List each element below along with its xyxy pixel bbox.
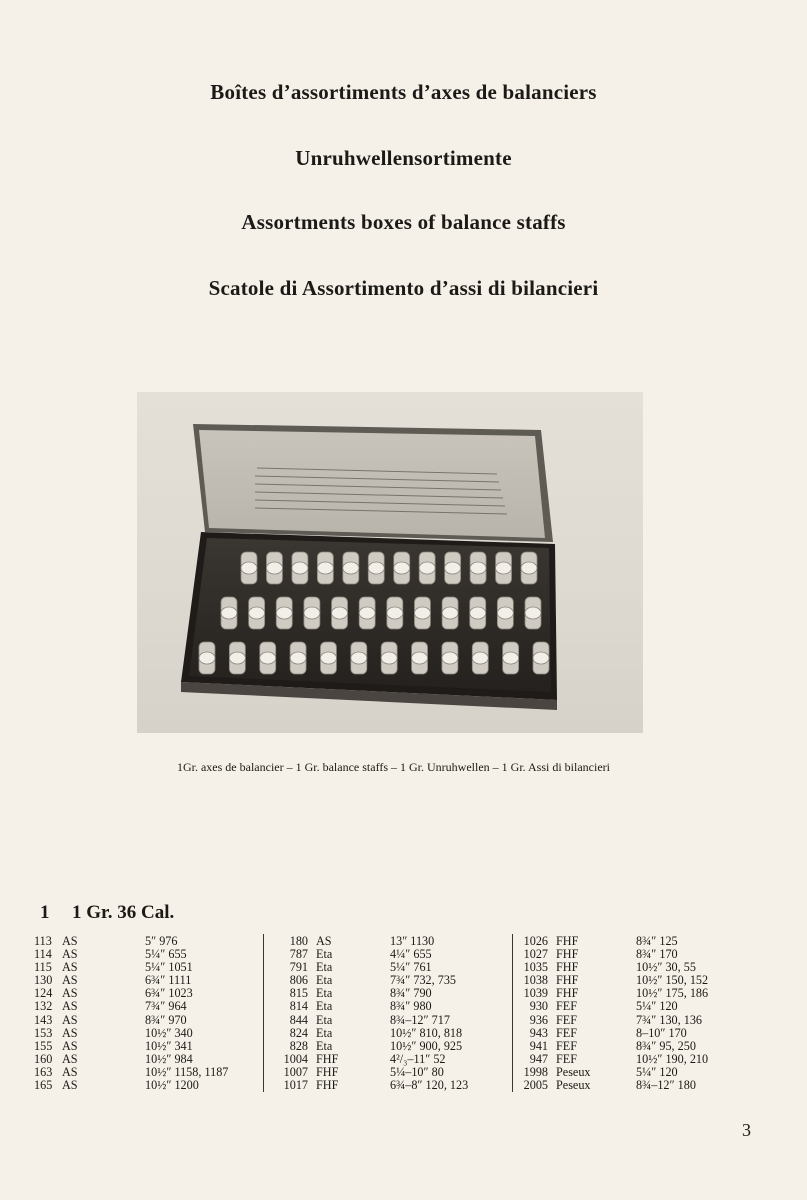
brand: FEF bbox=[556, 999, 578, 1014]
size-and-calibre: 7¾″ 964 bbox=[145, 999, 187, 1014]
table-row bbox=[518, 1027, 748, 1040]
brand: Eta bbox=[316, 960, 333, 975]
brand: AS bbox=[62, 1078, 78, 1093]
vial-label-shape bbox=[332, 607, 348, 619]
table-row bbox=[278, 1000, 508, 1013]
calibre-number: 824 bbox=[289, 1025, 308, 1040]
calibre-number: 143 bbox=[34, 1012, 53, 1027]
size-and-calibre: 5¼″ 655 bbox=[145, 947, 187, 962]
calibre-number: 1026 bbox=[523, 934, 548, 948]
calibre-number: 114 bbox=[34, 947, 52, 962]
vial-label-shape bbox=[472, 652, 488, 664]
size-and-calibre: 10½″ 340 bbox=[145, 1025, 193, 1040]
size-and-calibre: 8¾–12″ 717 bbox=[390, 1012, 450, 1027]
vial-label-shape bbox=[320, 652, 336, 664]
table-row bbox=[278, 1053, 508, 1066]
calibre-number: 153 bbox=[34, 1025, 53, 1040]
table-row bbox=[278, 1027, 508, 1040]
table-row bbox=[34, 1053, 259, 1066]
size-and-calibre: 4²/₃–11″ 52 bbox=[390, 1051, 446, 1066]
brand: Eta bbox=[316, 1012, 333, 1027]
vial-label-shape bbox=[260, 652, 276, 664]
vial-label-shape bbox=[497, 607, 513, 619]
vial-label-shape bbox=[419, 562, 435, 574]
brand: FHF bbox=[556, 947, 579, 962]
vial-label-shape bbox=[351, 652, 367, 664]
brand: AS bbox=[62, 999, 78, 1014]
size-and-calibre: 10½″ 900, 925 bbox=[390, 1038, 463, 1053]
title-italian: Scatole di Assortimento d’assi di bilancieri bbox=[208, 276, 599, 300]
calibre-number: 941 bbox=[529, 1038, 548, 1053]
brand: FHF bbox=[556, 960, 579, 975]
vial-label-shape bbox=[496, 562, 512, 574]
brand: Eta bbox=[316, 1038, 333, 1053]
calibre-number: 165 bbox=[34, 1078, 53, 1093]
size-and-calibre: 10½″ 30, 55 bbox=[636, 960, 696, 975]
size-and-calibre: 5¼″ 120 bbox=[636, 1064, 678, 1079]
vial-label-shape bbox=[241, 562, 257, 574]
size-and-calibre: 10½″ 150, 152 bbox=[636, 973, 709, 988]
table-row bbox=[278, 1079, 508, 1092]
page-number: 3 bbox=[742, 1120, 751, 1140]
calibre-number: 814 bbox=[289, 999, 308, 1014]
size-and-calibre: 4¼″ 655 bbox=[390, 947, 432, 962]
title-french: Boîtes d’assortiments d’axes de balanciers bbox=[210, 80, 597, 104]
size-and-calibre: 8¾″ 790 bbox=[390, 986, 432, 1001]
calibre-number: 130 bbox=[34, 973, 53, 988]
brand: AS bbox=[62, 973, 78, 988]
size-and-calibre: 5¼″ 120 bbox=[636, 999, 678, 1014]
size-and-calibre: 5¼″ 761 bbox=[390, 960, 432, 975]
calibre-number: 806 bbox=[289, 973, 308, 988]
calibre-number: 787 bbox=[289, 947, 308, 962]
calibre-number: 815 bbox=[289, 986, 308, 1001]
brand: AS bbox=[62, 934, 78, 948]
vial-label-shape bbox=[199, 652, 215, 664]
table-row bbox=[34, 1079, 259, 1092]
brand: FHF bbox=[556, 986, 579, 1001]
calibre-number: 1998 bbox=[523, 1064, 548, 1079]
brand: FHF bbox=[316, 1064, 339, 1079]
table-row bbox=[518, 1079, 748, 1092]
size-and-calibre: 8–10″ 170 bbox=[636, 1025, 687, 1040]
brand: Peseux bbox=[556, 1064, 591, 1079]
vial-label-shape bbox=[249, 607, 265, 619]
size-and-calibre: 13″ 1130 bbox=[390, 934, 435, 948]
size-and-calibre: 6¾–8″ 120, 123 bbox=[390, 1078, 469, 1093]
vial-label-shape bbox=[394, 562, 410, 574]
title-english: Assortments boxes of balance staffs bbox=[241, 210, 566, 234]
assortment-box-photo bbox=[137, 392, 643, 733]
table-row bbox=[34, 1000, 259, 1013]
brand: FHF bbox=[316, 1051, 339, 1066]
calibre-number: 828 bbox=[289, 1038, 308, 1053]
brand: Eta bbox=[316, 986, 333, 1001]
brand: AS bbox=[62, 1025, 78, 1040]
calibre-number: 132 bbox=[34, 999, 53, 1014]
brand: FHF bbox=[316, 1078, 339, 1093]
brand: FEF bbox=[556, 1051, 578, 1066]
table-row bbox=[518, 935, 748, 948]
brand: Eta bbox=[316, 1025, 333, 1040]
size-and-calibre: 8¾″ 170 bbox=[636, 947, 678, 962]
brand: AS bbox=[62, 1051, 78, 1066]
vial-label-shape bbox=[368, 562, 384, 574]
photo-caption: 1Gr. axes de balancier – 1 Gr. balance staffs – 1 Gr. Unruhwellen – 1 Gr. Assi di bilancieri bbox=[176, 760, 610, 774]
vial-label-shape bbox=[521, 562, 537, 574]
brand: FEF bbox=[556, 1038, 578, 1053]
size-and-calibre: 7¾″ 130, 136 bbox=[636, 1012, 703, 1027]
calibre-number: 1017 bbox=[283, 1078, 308, 1093]
table-column-3 bbox=[518, 935, 748, 1092]
size-and-calibre: 10½″ 175, 186 bbox=[636, 986, 709, 1001]
size-and-calibre: 8¾″ 970 bbox=[145, 1012, 187, 1027]
calibre-number: 1007 bbox=[283, 1064, 308, 1079]
title-german: Unruhwellensortimente bbox=[295, 146, 512, 170]
vial-label-shape bbox=[343, 562, 359, 574]
table-row bbox=[518, 961, 748, 974]
table-row bbox=[518, 1066, 748, 1079]
vial-label-shape bbox=[525, 607, 541, 619]
table-row bbox=[34, 1040, 259, 1053]
calibre-number: 2005 bbox=[523, 1078, 548, 1093]
brand: AS bbox=[62, 1064, 78, 1079]
calibre-number: 1039 bbox=[523, 986, 548, 1001]
calibre-number: 1035 bbox=[523, 960, 548, 975]
size-and-calibre: 10½″ 190, 210 bbox=[636, 1051, 709, 1066]
table-row bbox=[278, 1014, 508, 1027]
size-and-calibre: 6¾″ 1023 bbox=[145, 986, 193, 1001]
table-row bbox=[518, 948, 748, 961]
calibre-number: 113 bbox=[34, 934, 52, 948]
brand: AS bbox=[62, 1012, 78, 1027]
vial-label-shape bbox=[276, 607, 292, 619]
size-and-calibre: 10½″ 1158, 1187 bbox=[145, 1064, 229, 1079]
vial-label-shape bbox=[229, 652, 245, 664]
calibre-number: 936 bbox=[529, 1012, 548, 1027]
size-and-calibre: 8¾″ 980 bbox=[390, 999, 432, 1014]
vial-label-shape bbox=[381, 652, 397, 664]
calibre-number: 947 bbox=[529, 1051, 548, 1066]
size-and-calibre: 5¼″ 1051 bbox=[145, 960, 193, 975]
calibre-number: 1027 bbox=[523, 947, 548, 962]
brand: AS bbox=[62, 986, 78, 1001]
table-row bbox=[518, 1000, 748, 1013]
table-row bbox=[278, 1040, 508, 1053]
table-row bbox=[518, 974, 748, 987]
table-column-1 bbox=[34, 935, 259, 1092]
size-and-calibre: 8¾″ 95, 250 bbox=[636, 1038, 696, 1053]
size-and-calibre: 8¾–12″ 180 bbox=[636, 1078, 696, 1093]
calibre-number: 844 bbox=[289, 1012, 308, 1027]
vial-label-shape bbox=[359, 607, 375, 619]
vial-label-shape bbox=[503, 652, 519, 664]
brand: AS bbox=[62, 947, 78, 962]
brand: Eta bbox=[316, 947, 333, 962]
vial-label-shape bbox=[317, 562, 333, 574]
section-heading bbox=[40, 902, 174, 924]
calibre-number: 163 bbox=[34, 1064, 53, 1079]
table-row bbox=[518, 1053, 748, 1066]
column-divider bbox=[263, 934, 264, 1092]
calibre-number: 155 bbox=[34, 1038, 53, 1053]
brand: FEF bbox=[556, 1025, 578, 1040]
table-row bbox=[518, 1014, 748, 1027]
column-divider bbox=[512, 934, 513, 1092]
size-and-calibre: 6¾″ 1111 bbox=[145, 973, 192, 988]
table-row bbox=[518, 1040, 748, 1053]
vial-label-shape bbox=[470, 607, 486, 619]
size-and-calibre: 7¾″ 732, 735 bbox=[390, 973, 457, 988]
vial-label-shape bbox=[442, 607, 458, 619]
vial-label-shape bbox=[414, 607, 430, 619]
calibre-number: 943 bbox=[529, 1025, 548, 1040]
vial-label-shape bbox=[533, 652, 549, 664]
size-and-calibre: 10½″ 810, 818 bbox=[390, 1025, 463, 1040]
brand: AS bbox=[316, 934, 332, 948]
table-row bbox=[34, 1027, 259, 1040]
table-row bbox=[34, 1014, 259, 1027]
size-and-calibre: 5″ 976 bbox=[145, 934, 178, 948]
assortment-box-illustration bbox=[137, 392, 643, 733]
vial-label-shape bbox=[470, 562, 486, 574]
brand: Eta bbox=[316, 999, 333, 1014]
size-and-calibre: 8¾″ 125 bbox=[636, 934, 678, 948]
calibre-number: 1004 bbox=[283, 1051, 308, 1066]
table-row bbox=[518, 987, 748, 1000]
vial-label-shape bbox=[445, 562, 461, 574]
vial-label-shape bbox=[221, 607, 237, 619]
brand: FHF bbox=[556, 934, 579, 948]
section-number: 1 bbox=[40, 902, 50, 923]
vial-label-shape bbox=[412, 652, 428, 664]
vial-label-shape bbox=[290, 652, 306, 664]
calibre-number: 1038 bbox=[523, 973, 548, 988]
brand: FHF bbox=[556, 973, 579, 988]
brand: AS bbox=[62, 1038, 78, 1053]
size-and-calibre: 10½″ 1200 bbox=[145, 1078, 199, 1093]
vial-label-shape bbox=[304, 607, 320, 619]
brand: Peseux bbox=[556, 1078, 591, 1093]
brand: AS bbox=[62, 960, 78, 975]
vial-label-shape bbox=[442, 652, 458, 664]
size-and-calibre: 5¼–10″ 80 bbox=[390, 1064, 444, 1079]
vial-label-shape bbox=[266, 562, 282, 574]
size-and-calibre: 10½″ 341 bbox=[145, 1038, 193, 1053]
vial-label-shape bbox=[292, 562, 308, 574]
calibre-number: 180 bbox=[289, 934, 308, 948]
section-label: 1 Gr. 36 Cal. bbox=[72, 902, 175, 923]
table-column-2 bbox=[278, 935, 508, 1092]
brand: FEF bbox=[556, 1012, 578, 1027]
brand: Eta bbox=[316, 973, 333, 988]
calibre-number: 124 bbox=[34, 986, 53, 1001]
vial-label-shape bbox=[387, 607, 403, 619]
calibre-number: 791 bbox=[289, 960, 308, 975]
calibre-number: 930 bbox=[529, 999, 548, 1014]
size-and-calibre: 10½″ 984 bbox=[145, 1051, 193, 1066]
calibre-number: 160 bbox=[34, 1051, 53, 1066]
calibre-number: 115 bbox=[34, 960, 52, 975]
